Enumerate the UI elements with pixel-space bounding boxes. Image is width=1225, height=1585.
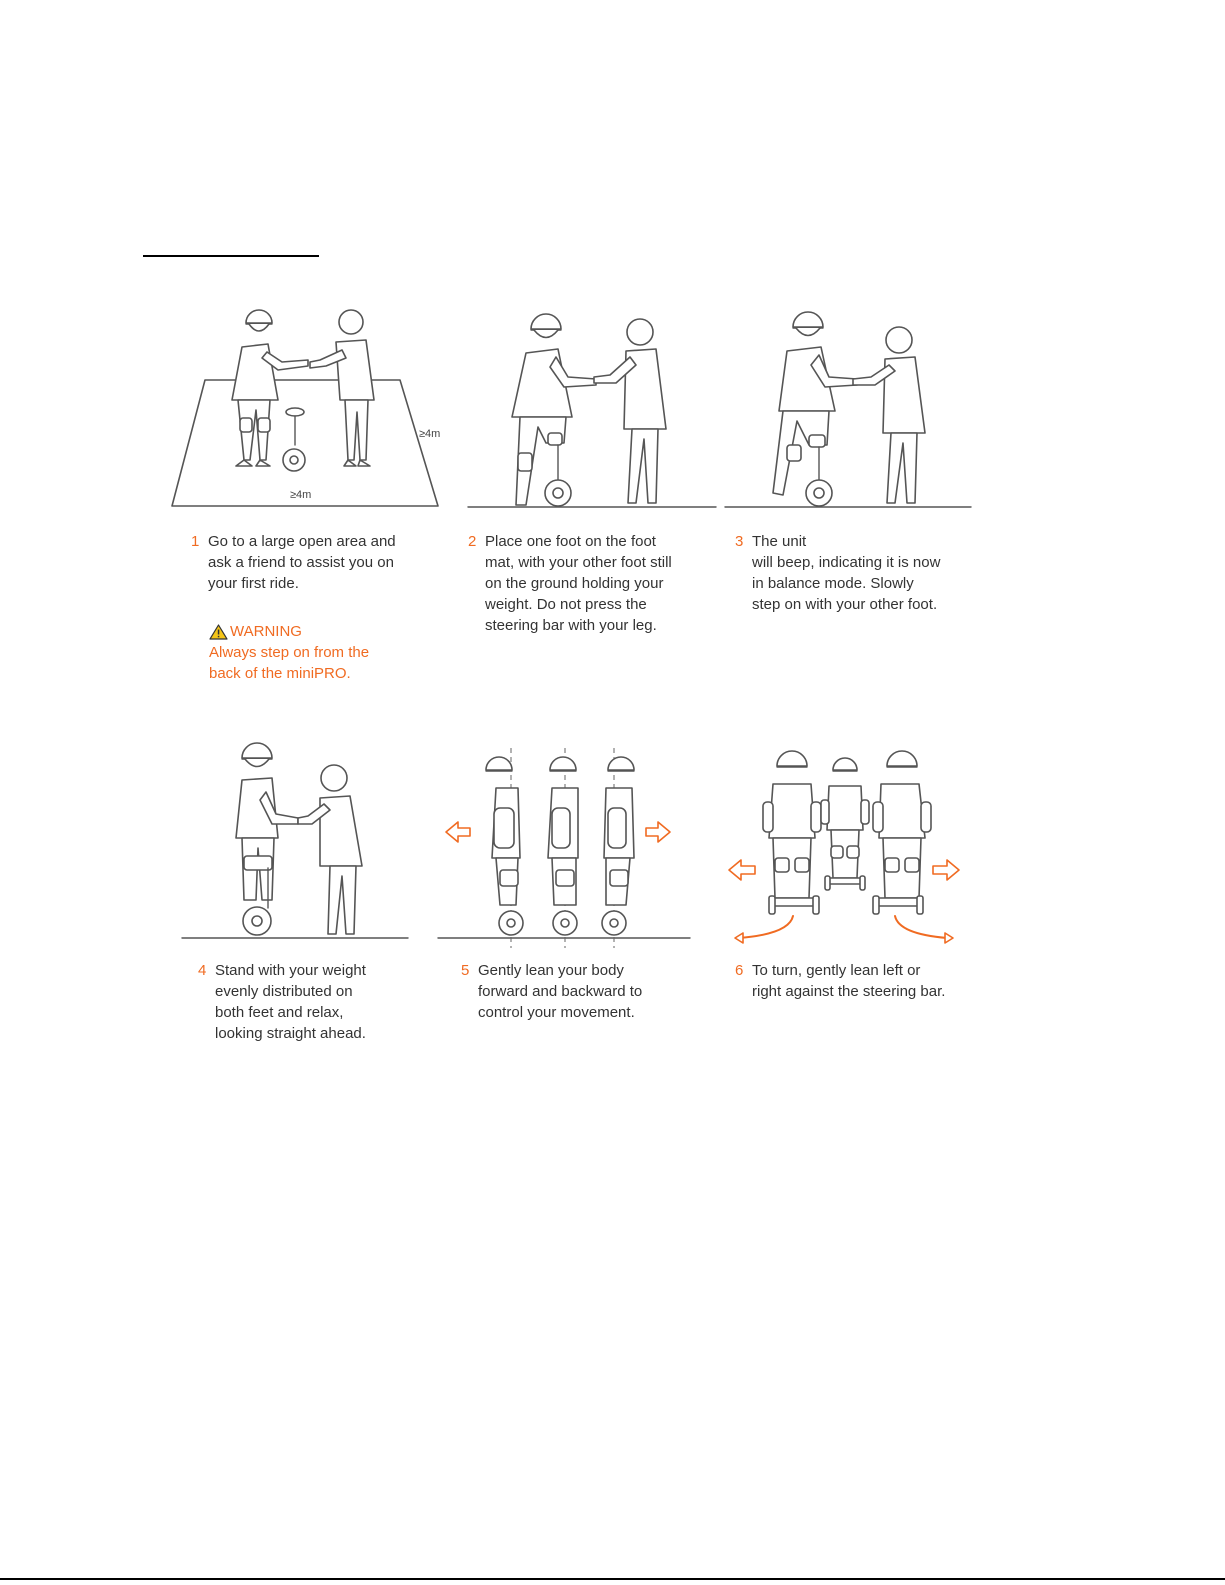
figure-step-5: [438, 740, 693, 950]
step-text: Place one foot on the foot mat, with your other foot still on the ground holding your weight. Do not press the steering bar with your leg.: [485, 533, 672, 634]
step-number: 6: [735, 962, 744, 979]
figure-step-2: [468, 305, 718, 510]
page-bottom-rule: [0, 1578, 1225, 1580]
step-number: 2: [468, 533, 477, 550]
rider-figure: [236, 743, 298, 900]
warning-block: [209, 621, 369, 684]
rider-figure-forward: [602, 757, 634, 935]
rider-figure-back: [486, 757, 523, 935]
arrow-right-icon: [646, 822, 670, 842]
figure-step-1: [170, 300, 445, 510]
step-text: Stand with your weight evenly distributed on both feet and relax, looking straight ahead.: [215, 962, 366, 1042]
rider-figure: [512, 314, 596, 505]
step-number: 1: [191, 533, 200, 550]
step-number: 4: [198, 962, 207, 979]
step-number: 5: [461, 962, 470, 979]
dimension-label-depth: ≥4m: [290, 489, 312, 501]
rider-figure-center: [821, 758, 869, 890]
figure-step-3: [725, 305, 975, 510]
rider-figure-left: [763, 751, 821, 914]
curved-arrow-left-icon: [739, 916, 793, 938]
minipro-unit: [806, 447, 832, 506]
arrow-left-icon: [446, 822, 470, 842]
curved-arrow-right-icon: [895, 916, 947, 938]
arrow-left-icon: [729, 860, 755, 880]
figure-step-6: [725, 748, 970, 948]
arrow-right-icon: [933, 860, 959, 880]
rider-figure-right: [873, 751, 931, 914]
step-text: Go to a large open area and ask a friend to assist you on your first ride.: [208, 533, 396, 592]
warning-triangle-icon: [209, 624, 228, 640]
warning-title-row: [209, 621, 369, 642]
rider-figure: [773, 312, 857, 495]
figure-step-4: [180, 738, 410, 943]
dimension-label-width: ≥4m: [419, 428, 441, 440]
step-text: To turn, gently lean left or right against the steering bar.: [752, 962, 946, 1000]
open-area-ground: [172, 380, 441, 506]
step-number: 3: [735, 533, 744, 550]
minipro-unit: [545, 445, 571, 506]
friend-figure: [853, 327, 925, 503]
step-text: Gently lean your body forward and backward to control your movement.: [478, 962, 643, 1021]
heading-underline: [143, 255, 319, 257]
warning-title: WARNING: [230, 623, 302, 640]
warning-text: Always step on from the back of the miniPRO.: [209, 644, 370, 682]
friend-figure: [298, 765, 362, 934]
rider-figure-center: [548, 757, 578, 935]
friend-figure: [594, 319, 666, 503]
step-text: The unit will beep, indicating it is now in balance mode. Slowly step on with your other foot.: [752, 533, 941, 613]
